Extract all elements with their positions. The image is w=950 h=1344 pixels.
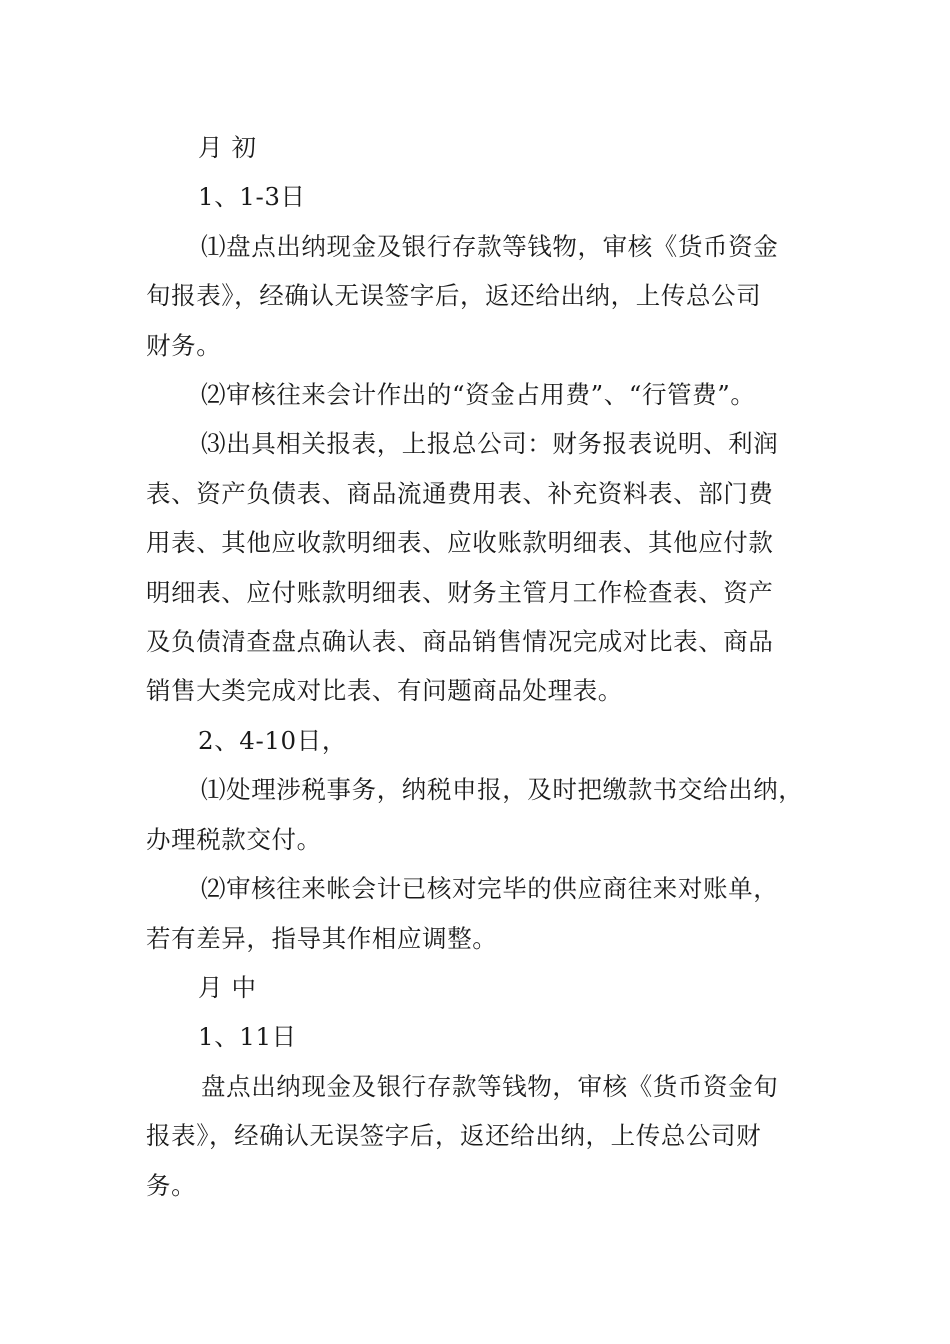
text-line: 旬报表》，经确认无误签字后，返还给出纳，上传总公司 <box>146 281 762 311</box>
paragraph-reports <box>146 419 816 715</box>
text-line: 用表、其他应收款明细表、应收账款明细表、其他应付款 <box>146 528 774 558</box>
text-line: 销售大类完成对比表、有问题商品处理表。 <box>146 676 623 706</box>
text-line: 表、资产负债表、商品流通费用表、补充资料表、部门费 <box>146 478 774 508</box>
text-line: ⑶出具相关报表，上报总公司：财务报表说明、利润 <box>201 429 779 459</box>
text-line: ⑴处理涉税事务，纳税申报，及时把缴款书交给出纳， <box>201 775 804 805</box>
paragraph-mid-cash-audit <box>146 1062 816 1210</box>
paragraph-supplier-reconciliation <box>146 864 816 963</box>
item-heading-4-10: 2、4-10日， <box>198 725 347 755</box>
text-line: ⑴盘点出纳现金及银行存款等钱物，审核《货币资金 <box>201 231 779 261</box>
paragraph-cash-audit <box>146 222 816 370</box>
section-heading-mid: 月 中 <box>198 972 257 1002</box>
text-line: 办理税款交付。 <box>146 824 322 854</box>
paragraph-tax <box>146 765 816 864</box>
item-heading-11: 1、11日 <box>198 1022 297 1052</box>
text-line: 务。 <box>146 1170 197 1200</box>
section-heading-early: 月 初 <box>198 133 257 162</box>
text-line: 盘点出纳现金及银行存款等钱物，审核《货币资金旬 <box>201 1071 779 1101</box>
paragraph-fee-audit <box>146 370 816 419</box>
text-line: 若有差异，指导其作相应调整。 <box>146 923 498 953</box>
text-line: 及负债清查盘点确认表、商品销售情况完成对比表、商品 <box>146 627 774 657</box>
text-line: ⑵审核往来帐会计已核对完毕的供应商往来对账单， <box>201 874 779 904</box>
item-heading-1-3: 1、1-3日 <box>198 182 306 212</box>
text-line: 明细表、应付账款明细表、财务主管月工作检查表、资产 <box>146 577 774 607</box>
document-body <box>146 123 816 1210</box>
text-line: 财务。 <box>146 330 222 360</box>
text-line: ⑵审核往来会计作出的“资金占用费”、“行管费”。 <box>201 380 756 410</box>
text-line: 报表》，经确认无误签字后，返还给出纳，上传总公司财 <box>146 1121 762 1151</box>
